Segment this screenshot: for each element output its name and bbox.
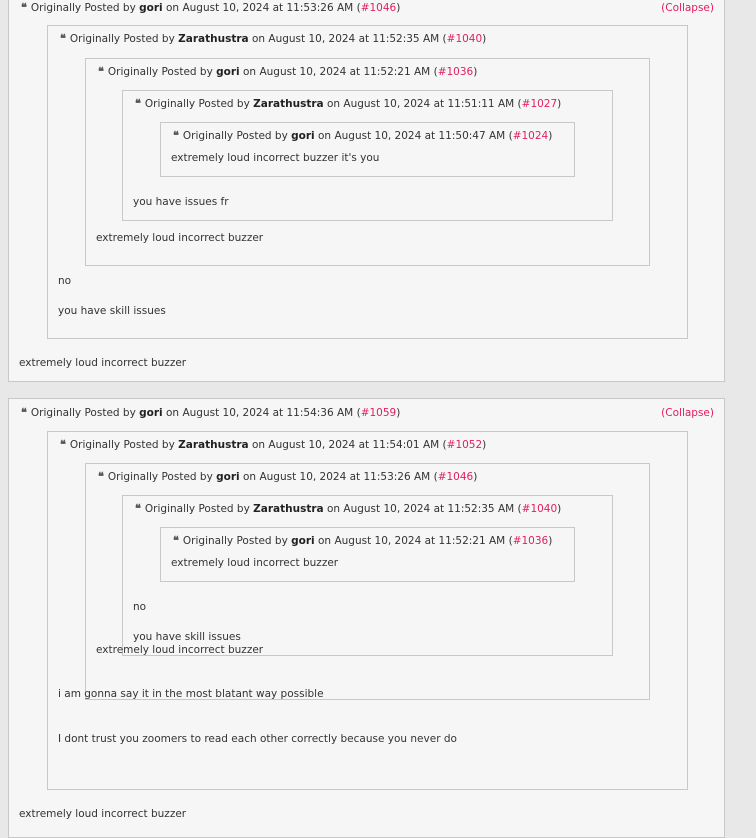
- quote-author[interactable]: Zarathustra: [253, 98, 324, 110]
- quote-icon: ❝: [21, 1, 27, 14]
- quote-block-level-3: [85, 58, 650, 266]
- quote-icon: ❝: [98, 65, 104, 78]
- quote-icon: ❝: [173, 534, 179, 547]
- quote-header: ❝ Originally Posted by gori on August 10, 2024 at 11:52:21 AM (#1036): [173, 534, 553, 547]
- quote-icon: ❝: [98, 470, 104, 483]
- quote-date: August 10, 2024 at 11:52:35 AM: [268, 33, 440, 45]
- quote-block-level-1: [8, 0, 725, 382]
- collapse-link[interactable]: (Collapse): [661, 407, 714, 419]
- quote-block-level-4: [122, 495, 613, 656]
- quote-author[interactable]: gori: [291, 535, 315, 547]
- quote-date: August 10, 2024 at 11:51:11 AM: [343, 98, 515, 110]
- quote-block-level-5: [160, 122, 575, 177]
- quote-block-level-5: [160, 527, 575, 582]
- quote-author[interactable]: Zarathustra: [178, 33, 249, 45]
- quote-author[interactable]: gori: [139, 407, 163, 419]
- quote-date: August 10, 2024 at 11:54:36 AM: [182, 407, 354, 419]
- quote-block-level-2: [47, 25, 688, 339]
- quote-header: ❝ Originally Posted by gori on August 10, 2024 at 11:53:26 AM (#1046) (Collapse): [21, 1, 714, 14]
- post-ref-link[interactable]: #1059: [360, 407, 397, 419]
- quote-date: August 10, 2024 at 11:52:21 AM: [259, 66, 431, 78]
- post-ref-link[interactable]: #1027: [521, 98, 558, 110]
- quote-text: extremely loud incorrect buzzer: [96, 232, 264, 244]
- post-ref-link[interactable]: #1046: [360, 2, 397, 14]
- quote-text: no: [58, 275, 72, 287]
- quote-text: extremely loud incorrect buzzer it's you: [171, 152, 380, 164]
- post-ref-link[interactable]: #1052: [446, 439, 483, 451]
- quote-text: extremely loud incorrect buzzer: [19, 357, 187, 369]
- quote-text: extremely loud incorrect buzzer: [96, 644, 264, 656]
- quote-date: August 10, 2024 at 11:53:26 AM: [259, 471, 431, 483]
- quote-text: you have issues fr: [133, 196, 229, 208]
- quote-icon: ❝: [173, 129, 179, 142]
- quote-author[interactable]: Zarathustra: [253, 503, 324, 515]
- post-ref-link[interactable]: #1040: [446, 33, 483, 45]
- quote-icon: ❝: [135, 97, 141, 110]
- quote-text: no: [133, 601, 147, 613]
- quote-block-level-2: [47, 431, 688, 790]
- quote-author[interactable]: Zarathustra: [178, 439, 249, 451]
- quote-date: August 10, 2024 at 11:50:47 AM: [334, 130, 506, 142]
- quote-date: August 10, 2024 at 11:52:35 AM: [343, 503, 515, 515]
- collapse-link[interactable]: (Collapse): [661, 2, 714, 14]
- quote-header: ❝ Originally Posted by Zarathustra on August 10, 2024 at 11:51:11 AM (#1027): [135, 97, 562, 110]
- quote-icon: ❝: [60, 438, 66, 451]
- quote-author[interactable]: gori: [291, 130, 315, 142]
- quote-text: extremely loud incorrect buzzer: [19, 808, 187, 820]
- quote-header: ❝ Originally Posted by Zarathustra on August 10, 2024 at 11:52:35 AM (#1040): [135, 502, 562, 515]
- quote-block-level-3: [85, 463, 650, 700]
- quote-text: extremely loud incorrect buzzer: [171, 557, 339, 569]
- quote-author[interactable]: gori: [216, 471, 240, 483]
- quote-icon: ❝: [21, 406, 27, 419]
- quote-header: ❝ Originally Posted by gori on August 10, 2024 at 11:54:36 AM (#1059) (Collapse): [21, 406, 714, 419]
- quote-block-level-1: [8, 398, 725, 838]
- quote-date: August 10, 2024 at 11:53:26 AM: [182, 2, 354, 14]
- quote-author[interactable]: gori: [216, 66, 240, 78]
- quote-author[interactable]: gori: [139, 2, 163, 14]
- quote-date: August 10, 2024 at 11:52:21 AM: [334, 535, 506, 547]
- post-ref-link[interactable]: #1036: [437, 66, 474, 78]
- quote-text: you have skill issues: [58, 305, 166, 317]
- quote-header: ❝ Originally Posted by gori on August 10, 2024 at 11:52:21 AM (#1036): [98, 65, 478, 78]
- quote-text: I dont trust you zoomers to read each other correctly because you never do: [58, 733, 457, 745]
- quote-header: ❝ Originally Posted by gori on August 10, 2024 at 11:50:47 AM (#1024): [173, 129, 553, 142]
- post-ref-link[interactable]: #1036: [512, 535, 549, 547]
- post-ref-link[interactable]: #1024: [512, 130, 549, 142]
- quote-text: you have skill issues: [133, 631, 241, 643]
- post-ref-link[interactable]: #1040: [521, 503, 558, 515]
- quote-date: August 10, 2024 at 11:54:01 AM: [268, 439, 440, 451]
- quote-text: i am gonna say it in the most blatant way possible: [58, 688, 324, 700]
- quote-icon: ❝: [60, 32, 66, 45]
- quote-header: ❝ Originally Posted by gori on August 10, 2024 at 11:53:26 AM (#1046): [98, 470, 478, 483]
- post-ref-link[interactable]: #1046: [437, 471, 474, 483]
- quote-icon: ❝: [135, 502, 141, 515]
- quote-header: ❝ Originally Posted by Zarathustra on August 10, 2024 at 11:54:01 AM (#1052): [60, 438, 487, 451]
- quote-header: ❝ Originally Posted by Zarathustra on August 10, 2024 at 11:52:35 AM (#1040): [60, 32, 487, 45]
- quote-block-level-4: [122, 90, 613, 221]
